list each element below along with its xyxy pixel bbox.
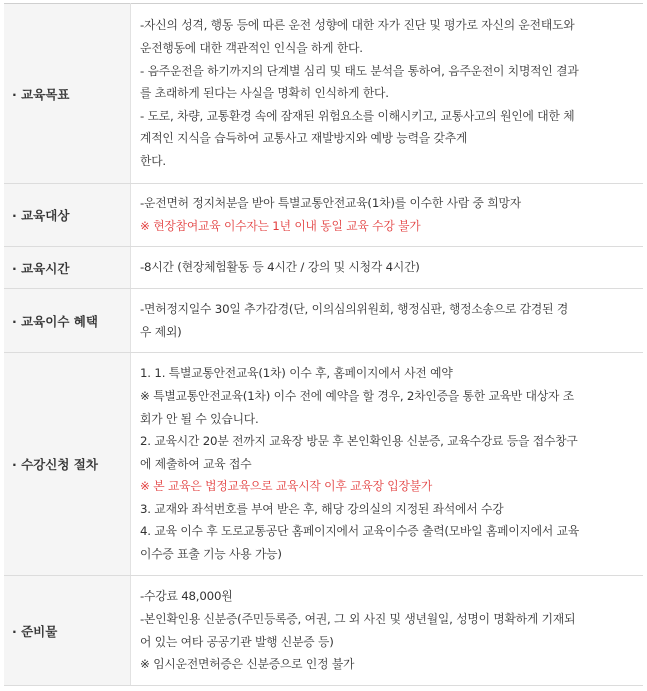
- row-materials: [4, 576, 643, 686]
- text-line: 1. 1. 특별교통안전교육(1차) 이수 후, 홈페이지에서 사전 예약: [140, 366, 453, 381]
- text-line: 4. 교육 이수 후 도로교통공단 홈페이지에서 교육이수증 출력(모바일 홈페이지에서 교육: [140, 524, 580, 539]
- label-registration-procedure: · 수강신청 절차: [4, 353, 131, 576]
- text-line: -면허정지일수 30일 추가감경(단, 이의심의위원회, 행정심판, 행정소송으로 감경된 경: [140, 301, 569, 316]
- text-line: 에 제출하여 교육 접수: [140, 456, 252, 471]
- label-materials: · 준비물: [4, 576, 131, 686]
- text-line: -8시간 (현장체험활동 등 4시간 / 강의 및 시청각 4시간): [140, 260, 420, 275]
- row-duration: [4, 247, 643, 289]
- text-line: 회가 안 될 수 있습니다.: [140, 411, 259, 426]
- label-benefit: · 교육이수 혜택: [4, 289, 131, 353]
- content-registration-procedure: [131, 353, 644, 576]
- text-line: -운전면허 정지처분을 받아 특별교통안전교육(1차)를 이수한 사람 중 희망자: [140, 196, 521, 211]
- course-info-table: [4, 3, 643, 686]
- text-line: -본인확인용 신분증(주민등록증, 여권, 그 외 사진 및 생년월일, 성명이 명확하게 기재되: [140, 611, 576, 626]
- content-benefit: [131, 289, 644, 353]
- row-benefit: [4, 289, 643, 353]
- text-line: - 도로, 차량, 교통환경 속에 잠재된 위험요소를 이해시키고, 교통사고의 원인에 대한 체: [140, 108, 575, 123]
- label-target: · 교육대상: [4, 184, 131, 247]
- text-line: 한다.: [140, 153, 166, 168]
- label-duration: · 교육시간: [4, 247, 131, 289]
- text-line: -자신의 성격, 행동 등에 따른 운전 성향에 대한 자가 진단 및 평가로 자신의 운전태도와: [140, 18, 575, 33]
- text-line: 2. 교육시간 20분 전까지 교육장 방문 후 본인확인용 신분증, 교육수강료 등을 접수창구: [140, 434, 578, 449]
- text-line: - 음주운전을 하기까지의 단계별 심리 및 태도 분석을 통하여, 음주운전이 치명적인 결과: [140, 63, 579, 78]
- row-education-goal: [4, 4, 643, 184]
- row-registration-procedure: [4, 353, 643, 576]
- warning-note: ※ 현장참여교육 이수자는 1년 이내 동일 교육 수강 불가: [140, 219, 421, 233]
- warning-note: ※ 본 교육은 법정교육으로 교육시작 이후 교육장 입장불가: [140, 479, 433, 494]
- label-education-goal: · 교육목표: [4, 4, 131, 184]
- content-materials: [131, 576, 644, 686]
- text-line: 어 있는 여타 공공기관 발행 신분증 등): [140, 634, 334, 649]
- text-line: 를 초래하게 된다는 사실을 명확히 인식하게 한다.: [140, 86, 389, 101]
- text-line: 운전행동에 대한 객관적인 인식을 하게 한다.: [140, 41, 363, 56]
- text-line: 우 제외): [140, 324, 182, 339]
- text-line: 이수증 표출 기능 사용 가능): [140, 547, 282, 562]
- text-line: ※ 임시운전면허증은 신분증으로 인정 불가: [140, 657, 355, 672]
- row-target: [4, 184, 643, 247]
- content-education-goal: [131, 4, 644, 184]
- text-line: ※ 특별교통안전교육(1차) 이수 전에 예약을 할 경우, 2차인증을 통한 교육반 대상자 조: [140, 388, 574, 403]
- text-line: -수강료 48,000원: [140, 589, 233, 604]
- text-line: 3. 교재와 좌석번호를 부여 받은 후, 해당 강의실의 지정된 좌석에서 수강: [140, 501, 504, 516]
- content-target: [131, 184, 644, 247]
- text-line: 계적인 지식을 습득하여 교통사고 재발방지와 예방 능력을 갖추게: [140, 131, 468, 146]
- content-duration: [131, 247, 644, 289]
